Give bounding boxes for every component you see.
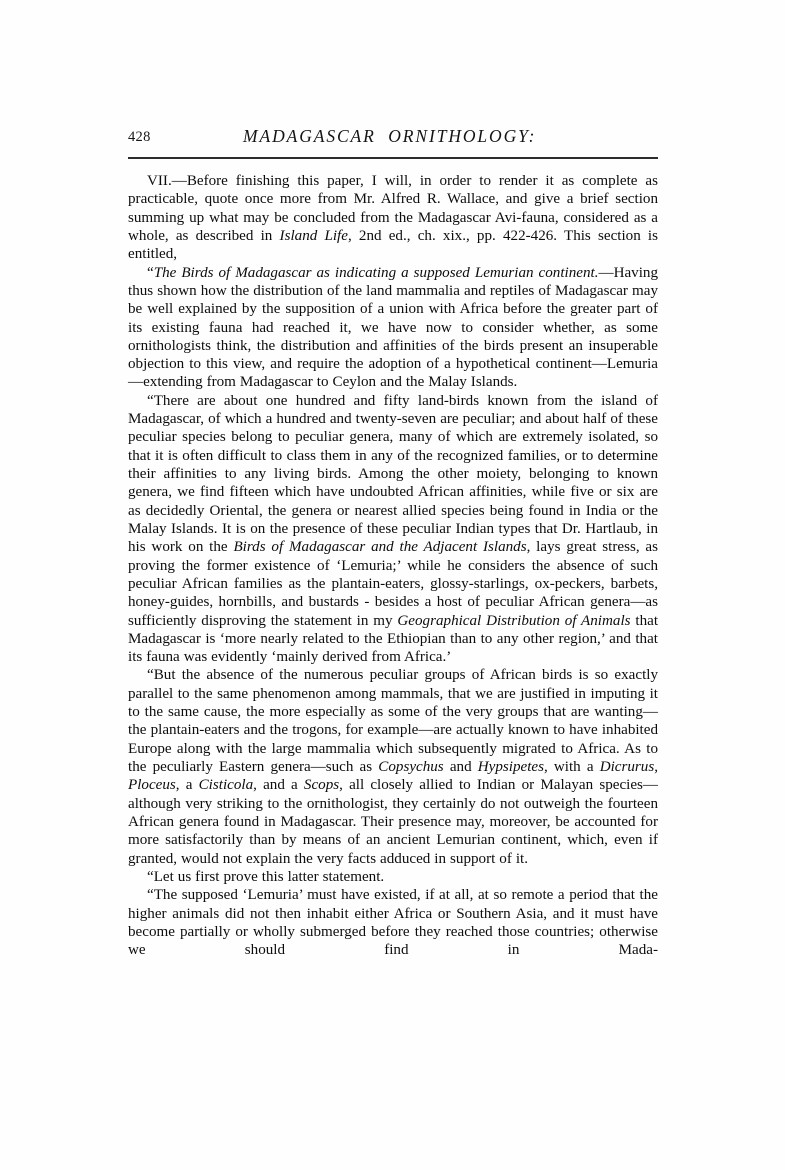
paragraph — [128, 172, 658, 264]
paragraph — [128, 392, 658, 667]
italic-run: Geographical Distribution of Animals — [397, 612, 631, 629]
italic-run: Island Life — [279, 227, 348, 244]
text-run: “Let us first prove this latter statement. — [147, 868, 385, 885]
text-run: —Having thus shown how the distribution of the land mammalia and reptiles of Madagascar may be well explained by the supposition of a union with Africa before the greater part of its existing fauna had reached it, we have now to consider whether, as some ornithologists think, the distribution and affinities of the birds present an insuperable objection to this view, and require the adoption of a hypothetical continent—Lemuria—extending from Madagascar to Ceylon and the Malay Islands. — [128, 264, 658, 391]
text-run: , all closely allied to Indian or Malayan species—although very striking to the ornithologist, they certainly do not outweigh the fourteen African genera found in Madagascar. Their presence may, moreover, be accounted for more satisfactorily than by means of an ancient Lemurian continent, which, even if granted, would not explain the very facts adduced in support of it. — [128, 777, 658, 867]
italic-run: Scops — [303, 777, 340, 794]
text-run: , lays great stress, as proving the former existence of ‘Lemuria;’ while he considers the absence of such peculiar African families as the plantain-eaters, glossy-starlings, ox-peckers, barbets, honey-guides, hornbills, and bustards - besides a host of peculiar African genera—as sufficiently disproving the statement in my — [128, 539, 658, 629]
text-run: , — [654, 759, 658, 775]
text-run: “But the absence of the numerous peculiar groups of African birds is so exactly parallel to the same phenomenon among mammals, that we are justified in imputing it to the same cause, the more especially as some of the very groups that are wanting—the plantain-eaters and the trogons, for example—are actually known to have inhabited Europe along with the large mammalia which subsequently migrated to Africa. As to the peculiarly Eastern genera—such as — [128, 667, 658, 775]
running-head — [128, 126, 658, 150]
text-run: , with a — [543, 759, 600, 775]
text-run: and — [443, 759, 478, 775]
text-run: that Madagascar is ‘more nearly related to the Ethiopian than to any other region,’ and that its fauna was evidently ‘mainly derived from Africa.’ — [128, 612, 659, 666]
text-run: , and a — [253, 777, 304, 794]
text-run: “The supposed ‘Lemuria’ must have existed, if at all, at so remote a period that the higher animals did not then inhabit either Africa or Southern Asia, and it must have become partially or wholly submerged before they reached those countries; otherwise we should find in Mada- — [128, 887, 658, 959]
paragraph — [128, 868, 658, 886]
italic-run: Hypsipetes — [477, 759, 544, 775]
paragraph — [128, 886, 658, 978]
text-run: , 2nd ed., ch. xix., pp. 422-426. This section is entitled, — [128, 227, 658, 263]
page-folio-number: 428 — [128, 129, 151, 145]
paragraph — [128, 264, 658, 392]
text-run: VII.—Before finishing this paper, I will, in order to render it as complete as practicable, quote once more from Mr. Alfred R. Wallace, and give a brief section summing up what may be concluded from the Madagascar Avi-fauna, considered as a whole, as described in — [128, 173, 658, 244]
italic-run: Copsychus — [378, 759, 444, 775]
running-title: MADAGASCAR ORNITHOLOGY: — [243, 126, 537, 146]
italic-run: Cisticola — [198, 777, 254, 794]
italic-run: Dicrurus — [599, 759, 655, 775]
header-divider-rule — [128, 157, 658, 159]
italic-run: Birds of Madagascar and the Adjacent Islands — [233, 539, 527, 556]
italic-run: The Birds of Madagascar as indicating a supposed Lemurian continent. — [153, 264, 599, 281]
text-run: “There are about one hundred and fifty land-birds known from the island of Madagascar, of which a hundred and twenty-seven are peculiar; and about half of these peculiar species belong to peculiar genera, many of which are extremely isolated, so that it is often difficult to class them in any of the recognized families, or to determine their affinities to any living birds. Among the other moiety, belonging to known genera, we find fifteen which have undoubted African affinities, while five or six are as decidedly Oriental, the genera or nearest allied species being found in India or the Malay Islands. It is on the presence of these peculiar Indian types that Dr. Hartlaub, in his work on the — [128, 392, 658, 556]
italic-run: Ploceus — [128, 777, 176, 794]
text-run: , a — [175, 777, 199, 794]
text-run: “ — [147, 264, 154, 281]
body-text-block — [128, 172, 658, 978]
paragraph — [128, 666, 658, 867]
